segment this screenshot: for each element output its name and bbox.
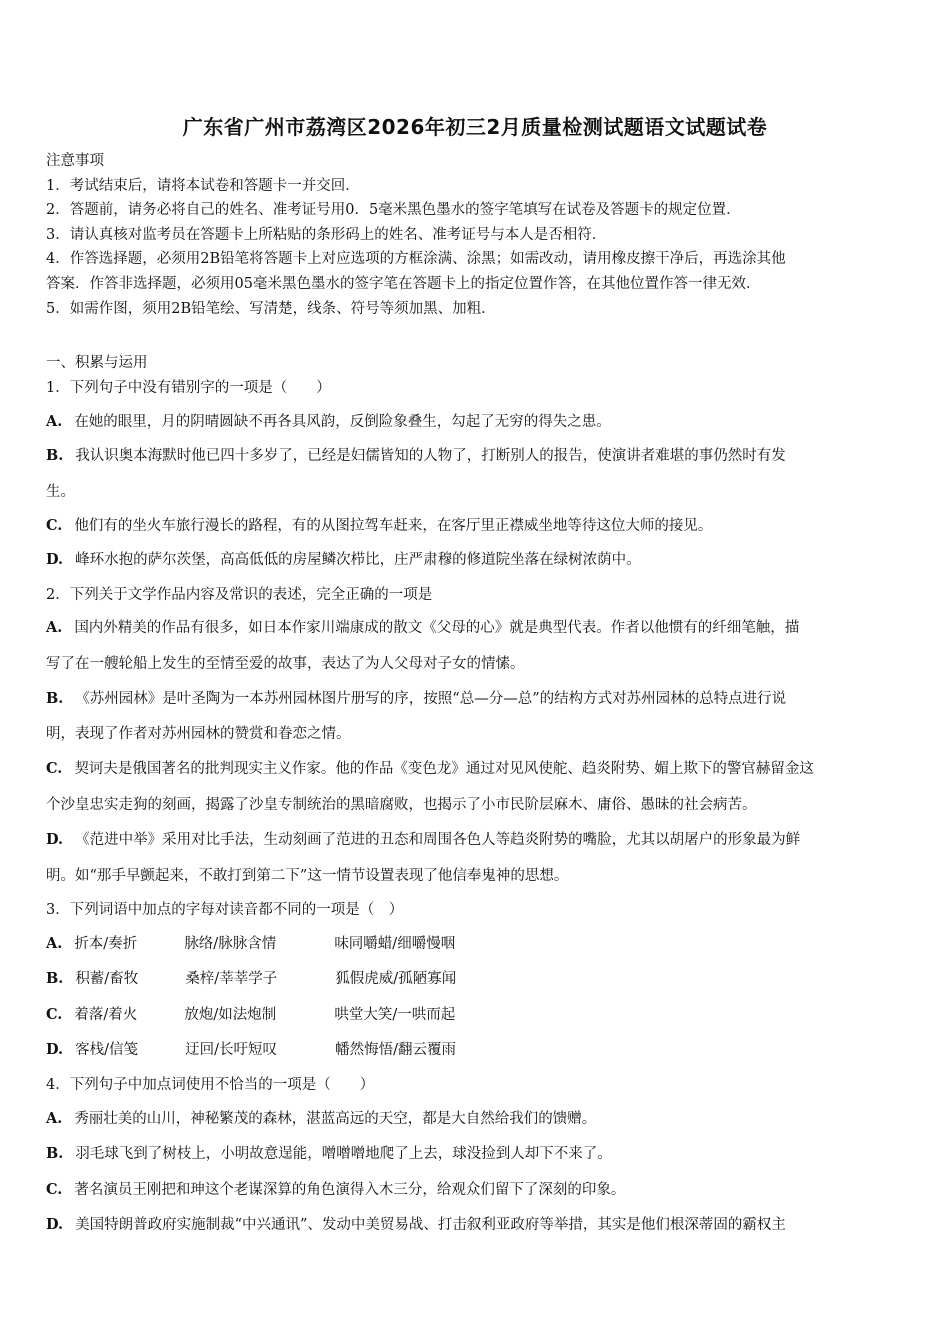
q2-option-a	[46, 616, 799, 637]
q1-option-b	[46, 444, 786, 465]
word-pair: 哄堂大笑/一哄而起	[334, 1007, 456, 1023]
option-text: 著名演员王刚把和珅这个老谋深算的角色演得入木三分，给观众们留下了深刻的印象。	[74, 1182, 626, 1198]
notice-item: 1．考试结束后，请将本试卷和答题卡一并交回．	[46, 177, 360, 194]
notice-item: 5．如需作图，须用2B铅笔绘、写清楚，线条、符号等须加黑、加粗．	[46, 300, 496, 317]
option-label: B.	[46, 1145, 64, 1162]
q2-option-b	[46, 687, 786, 708]
section-heading: 一、积累与运用	[46, 355, 148, 371]
exam-title: 广东省广州市荔湾区2026年初三2月质量检测试题语文试题试卷	[182, 115, 768, 139]
notice-item: 答案．作答非选择题，必须用05毫米黑色墨水的签字笔在答题卡上的指定位置作答，在其他位置作答一律无效．	[46, 275, 761, 292]
q2-option-a-continued: 写了在一艘轮船上发生的至情至爱的故事，表达了为人父母对子女的情愫。	[46, 656, 525, 672]
option-label: D.	[46, 831, 64, 848]
option-text: 我认识奥本海默时他已四十多岁了，已经是妇儒皆知的人物了，打断别人的报告，使演讲者难堪的事仍然时有发	[75, 448, 786, 464]
word-pair: 迂回/长吁短叹	[185, 1042, 277, 1058]
word-pair: 积蓄/畜牧	[75, 971, 139, 987]
q2-option-c-continued: 个沙皇忠实走狗的刻画，揭露了沙皇专制统治的黑暗腐败，也揭示了小市民阶层麻木、庸俗、愚昧的社会病苦。	[46, 797, 757, 813]
q2-option-d	[46, 828, 800, 849]
option-text: 《苏州园林》是叶圣陶为一本苏州园林图片册写的序，按照“总—分—总”的结构方式对苏州园林的总特点进行说	[75, 691, 787, 707]
option-text: 秀丽壮美的山川，神秘繁茂的森林，湛蓝高远的天空，都是大自然给我们的馈赠。	[74, 1111, 597, 1127]
q4-option-d	[46, 1213, 786, 1234]
option-text: 《范进中举》采用对比手法，生动刻画了范进的丑态和周围各色人等趋炎附势的嘴脸，尤其以胡屠户的形象最为鲜	[75, 832, 801, 848]
word-pair: 味同嚼蜡/细嚼慢咽	[334, 936, 456, 952]
option-label: A.	[46, 413, 63, 430]
word-pair: 着落/着火	[74, 1007, 138, 1023]
q3-option-b	[46, 967, 456, 988]
question-2-stem: 2．下列关于文学作品内容及常识的表述，完全正确的一项是	[46, 587, 433, 603]
notice-item: 2．答题前，请务必将自己的姓名、准考证号用0．5毫米黑色墨水的签字笔填写在试卷及答题卡的规定位置．	[46, 202, 741, 219]
q3-option-c	[46, 1003, 455, 1024]
word-pair: 客栈/信笺	[75, 1042, 138, 1058]
option-label: B.	[46, 970, 64, 987]
option-label: C.	[46, 1006, 63, 1023]
q4-option-c	[46, 1178, 625, 1199]
option-label: D.	[46, 1041, 64, 1058]
notice-item: 3．请认真核对监考员在答题卡上所粘贴的条形码上的姓名、准考证号与本人是否相符．	[46, 226, 607, 243]
q1-option-b-continued: 生。	[46, 484, 75, 500]
option-label: B.	[46, 447, 64, 464]
question-1-stem: 1．下列句子中没有错别字的一项是（ ）	[46, 380, 331, 396]
word-pair: 幡然悔悟/翻云覆雨	[335, 1042, 456, 1058]
option-text: 峰环水抱的萨尔茨堡，高高低低的房屋鳞次栉比，庄严肃穆的修道院坐落在绿树浓荫中。	[75, 552, 641, 568]
q4-option-a	[46, 1107, 596, 1128]
q4-option-b	[46, 1142, 612, 1163]
option-text: 美国特朗普政府实施制裁“中兴通讯”、发动中美贸易战、打击叙利亚政府等举措，其实是他们根深蒂固的霸权主	[75, 1217, 786, 1233]
option-text: 他们有的坐火车旅行漫长的路程，有的从图拉驾车赶来，在客厅里正襟威坐地等待这位大师的接见。	[74, 518, 713, 534]
option-label: D.	[46, 551, 64, 568]
q3-option-d	[46, 1038, 456, 1059]
word-pair: 桑梓/莘莘学子	[185, 971, 278, 987]
option-text: 在她的眼里，月的阴晴圆缺不再各具风韵，反倒险象叠生，勾起了无穷的得失之患。	[74, 414, 611, 430]
q3-option-a	[46, 932, 455, 953]
option-label: C.	[46, 760, 63, 777]
notice-section	[46, 149, 906, 321]
notice-heading: 注意事项	[46, 153, 104, 169]
notice-item: 4．作答选择题，必须用2B铅笔将答题卡上对应选项的方框涂满、涂黑；如需改动，请用橡皮擦干净后，再选涂其他	[46, 251, 786, 268]
q2-option-b-continued: 明，表现了作者对苏州园林的赞赏和眷恋之情。	[46, 726, 351, 742]
q1-option-d	[46, 548, 641, 569]
option-text: 国内外精美的作品有很多，如日本作家川端康成的散文《父母的心》就是典型代表。作者以他惯有的纤细笔触，描	[74, 620, 800, 636]
word-pair: 脉络/脉脉含情	[184, 936, 277, 952]
q2-option-d-continued: 明。如“那手早颤起来，不敢打到第二下”这一情节设置表现了他信奉鬼神的思想。	[46, 868, 569, 884]
q1-option-a	[46, 410, 611, 431]
option-label: A.	[46, 1110, 63, 1127]
word-pair: 狐假虎威/孤陋寡闻	[335, 971, 457, 987]
word-pair: 放炮/如法炮制	[184, 1007, 277, 1023]
option-label: B.	[46, 690, 64, 707]
q2-option-c	[46, 757, 814, 778]
option-label: C.	[46, 1181, 63, 1198]
option-label: A.	[46, 619, 63, 636]
question-3-stem: 3．下列词语中加点的字每对读音都不同的一项是（ ）	[46, 902, 404, 918]
option-label: D.	[46, 1216, 64, 1233]
option-label: A.	[46, 935, 63, 952]
option-label: C.	[46, 517, 63, 534]
option-text: 契诃夫是俄国著名的批判现实主义作家。他的作品《变色龙》通过对见风使舵、趋炎附势、媚上欺下的警官赫留金这	[74, 761, 814, 777]
option-text: 羽毛球飞到了树枝上，小明故意逞能，噌噌噌地爬了上去，球没捡到人却下不来了。	[75, 1146, 612, 1162]
question-4-stem: 4．下列句子中加点词使用不恰当的一项是（ ）	[46, 1077, 375, 1093]
q1-option-c	[46, 514, 712, 535]
word-pair: 折本/奏折	[74, 936, 138, 952]
